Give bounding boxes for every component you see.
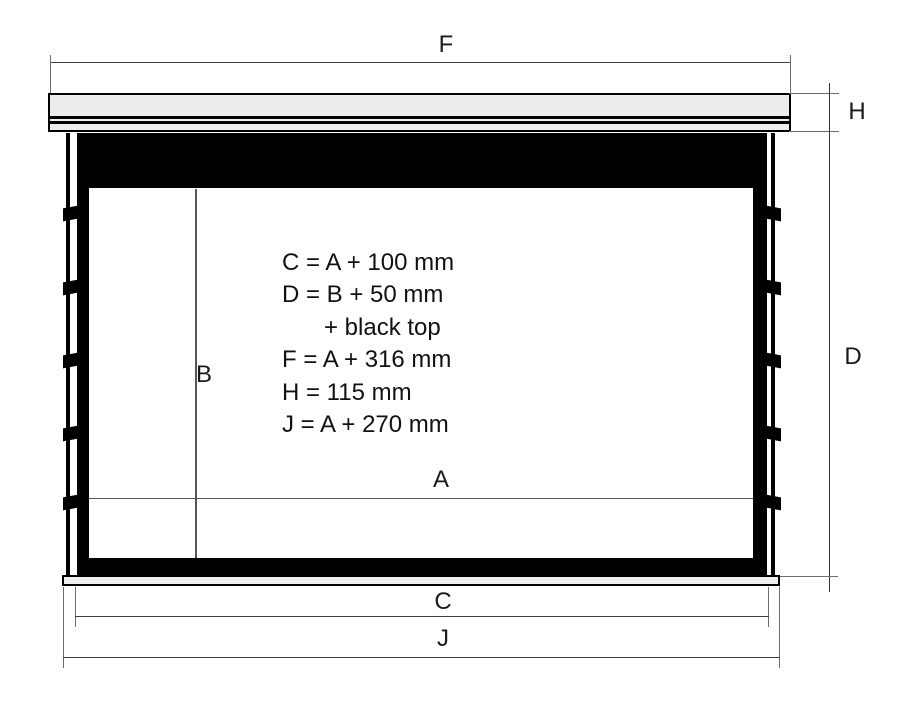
dim-b-label: B [196, 361, 213, 388]
tension-tab [766, 495, 781, 511]
dim-c-line [75, 616, 769, 617]
screen-housing [48, 93, 791, 132]
dim-a-label: A [432, 466, 449, 493]
dim-h-ext-bottom [789, 131, 839, 132]
formula-line: F = A + 316 mm [282, 346, 452, 374]
tension-tab [63, 280, 78, 296]
formula-line: H = 115 mm [282, 378, 412, 406]
bottom-weight-bar [62, 575, 780, 586]
dim-c-label: C [434, 588, 452, 615]
tension-tab [63, 206, 78, 222]
formula-block [282, 247, 454, 441]
tension-tab [63, 426, 78, 442]
dim-c-ext-left [75, 587, 76, 627]
dim-d-label: D [844, 343, 862, 370]
tension-tab [766, 280, 781, 296]
formula-line: D = B + 50 mm [282, 281, 444, 309]
formula-line: J = A + 270 mm [282, 411, 449, 439]
dim-j-line [63, 657, 780, 658]
dim-f-tick-right [790, 55, 791, 93]
formula-line: C = A + 100 mm [282, 249, 455, 276]
dim-d-tick-bottom [778, 576, 838, 577]
dim-f-tick-left [50, 55, 51, 93]
dim-j-ext-right [779, 587, 780, 668]
formula-line: + black top [324, 313, 441, 341]
dim-c-ext-right [768, 587, 769, 627]
dim-h-label: H [848, 98, 866, 125]
tension-tab [766, 426, 781, 442]
tension-tab [63, 353, 78, 369]
dim-hd-vertical-line [829, 83, 830, 592]
dim-f-label: F [438, 31, 454, 58]
tension-tab [766, 206, 781, 222]
dim-a-line [89, 498, 753, 499]
housing-slot-stripe [50, 121, 789, 124]
tension-tab [766, 353, 781, 369]
dim-j-ext-left [63, 587, 64, 668]
dim-h-ext-top [789, 93, 839, 94]
housing-slot-stripe [50, 116, 789, 119]
dim-j-label: J [437, 625, 449, 652]
tension-tab [63, 495, 78, 511]
dim-f-line [50, 62, 791, 63]
